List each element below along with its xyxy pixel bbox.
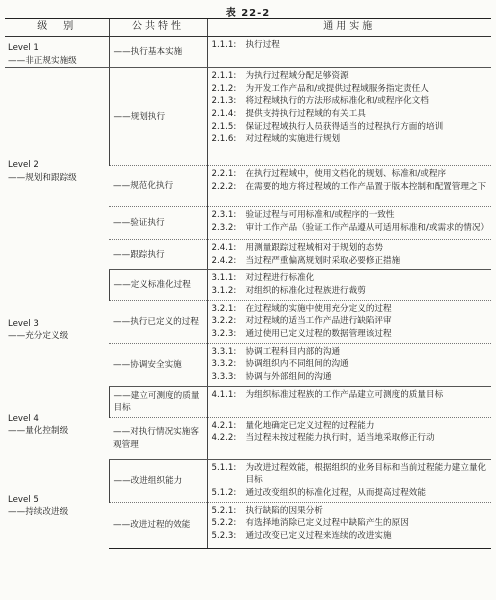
feature-cell: ——改进过程的效能 [109, 502, 207, 548]
practice-item [212, 517, 490, 530]
practice-code: 3.3.3: [211, 371, 237, 382]
practice-code: 2.2.2: [211, 181, 237, 192]
practice-text: 协调组织内不同组间的沟通 [245, 359, 349, 370]
practice-code: 3.2.1: [211, 303, 237, 314]
feature-cell: ——定义标准化过程 [109, 270, 207, 300]
practice-cell [207, 459, 491, 502]
practice-text: 通过改变组织的标准化过程，从而提高过程效能 [245, 487, 426, 498]
practice-item [212, 255, 490, 268]
practice-code: 3.2.2: [211, 316, 237, 327]
practice-code: 4.2.2: [211, 433, 237, 444]
practice-item [212, 346, 490, 359]
practice-text: 对组织的标准化过程族进行裁剪 [245, 285, 366, 296]
practice-item [212, 133, 490, 146]
practice-text: 对过程域的适当工作产品进行缺陷评审 [245, 316, 392, 327]
practice-item [212, 70, 490, 83]
practice-text: 用测量跟踪过程域相对于规划的态势 [245, 243, 384, 254]
practice-text: 对过程进行标准化 [245, 273, 315, 284]
practice-text: 协调工程科目内部的沟通 [245, 346, 341, 357]
practice-code: 3.2.3: [211, 328, 237, 339]
practice-code: 2.1.1: [211, 71, 237, 82]
practice-cell [207, 270, 491, 300]
header-practice: 通用实施 [207, 19, 491, 37]
practice-code: 5.1.2: [211, 487, 237, 498]
feature-cell: ——执行已定义的过程 [109, 300, 207, 343]
table-row [5, 386, 491, 417]
practice-text: 协调与外部组间的沟通 [245, 371, 332, 382]
practice-text: 当过程严重偏离规划时采取必要修正措施 [245, 255, 401, 266]
practice-item [212, 209, 490, 222]
feature-cell: ——对执行情况实施客观管理 [109, 417, 207, 459]
level-cell [5, 459, 109, 548]
practice-text: 执行过程 [245, 40, 280, 50]
table-row [5, 270, 491, 300]
capability-levels-table [5, 18, 491, 549]
table-header [5, 19, 491, 37]
feature-cell: ——规范化执行 [109, 166, 207, 207]
practice-code: 2.1.5: [211, 121, 237, 132]
table-body [5, 37, 491, 549]
practice-code: 2.4.1: [211, 243, 237, 254]
feature-cell: ——建立可测度的质量目标 [109, 386, 207, 417]
practice-code: 2.3.2: [211, 222, 237, 233]
table-row [5, 459, 491, 502]
practice-cell [207, 300, 491, 343]
practice-text: 在需要的地方将过程域的工作产品置于版本控制和配置管理之下 [245, 181, 487, 192]
practice-code: 2.1.3: [211, 96, 237, 107]
practice-text: 执行缺陷的因果分析 [245, 505, 323, 516]
practice-text: 在过程域的实施中使用充分定义的过程 [245, 303, 392, 314]
level-name: Level 5 [8, 494, 39, 505]
level-cell [5, 37, 109, 68]
level-name: Level 1 [8, 43, 39, 53]
level-description: ——量化控制级 [8, 426, 69, 437]
practice-code: 4.2.1: [211, 420, 237, 431]
practice-code: 5.2.2: [211, 518, 237, 529]
feature-cell: ——执行基本实施 [109, 37, 207, 68]
practice-item [212, 272, 490, 285]
practice-item [212, 358, 490, 371]
table-row [5, 68, 491, 166]
practice-item [212, 242, 490, 255]
table-row [5, 37, 491, 68]
practice-text: 将过程域执行的方法形成标准化和/或程序化文档 [245, 96, 429, 107]
practice-text: 为组织标准过程族的工作产品建立可测度的质量目标 [245, 389, 444, 400]
practice-item [212, 462, 490, 487]
practice-item [212, 303, 490, 316]
feature-cell: ——跟踪执行 [109, 240, 207, 270]
practice-text: 审计工作产品（验证工作产品遵从可适用标准和/或需求的情况） [245, 222, 490, 233]
practice-cell [207, 166, 491, 207]
practice-item [212, 505, 490, 518]
practice-text: 量化地确定已定义过程的过程能力 [245, 420, 375, 431]
table-title: 表 22-2 [225, 8, 271, 19]
practice-text: 当过程未按过程能力执行时，适当地采取修正行动 [245, 433, 435, 444]
practice-code: 3.1.2: [211, 285, 237, 296]
level-description: ——非正规实施级 [8, 55, 77, 66]
practice-code: 1.1.1: [211, 40, 237, 50]
practice-item [212, 530, 490, 543]
level-name: Level 4 [8, 413, 39, 424]
practice-item [212, 222, 490, 235]
practice-text: 为开发工作产品和/或提供过程域服务指定责任人 [245, 83, 429, 94]
practice-code: 4.1.1: [211, 389, 237, 400]
header-level: 级 别 [5, 19, 109, 37]
practice-cell [207, 343, 491, 386]
feature-cell: ——验证执行 [109, 207, 207, 240]
practice-code: 2.3.1: [211, 210, 237, 221]
practice-item [212, 487, 490, 500]
practice-item [212, 181, 490, 194]
practice-cell [207, 37, 491, 68]
feature-cell: ——改进组织能力 [109, 459, 207, 502]
practice-code: 3.3.2: [211, 359, 237, 370]
practice-item [212, 121, 490, 134]
feature-cell: ——规划执行 [109, 68, 207, 166]
practice-code: 2.1.2: [211, 83, 237, 94]
practice-text: 通过使用已定义过程的数据管理该过程 [245, 328, 392, 339]
practice-item [212, 39, 490, 52]
practice-text: 对过程域的实施进行规划 [245, 134, 341, 145]
level-name: Level 3 [8, 318, 39, 329]
practice-item [212, 108, 490, 121]
practice-text: 在执行过程域中，使用文档化的规划、标准和/或程序 [245, 169, 447, 180]
practice-text: 提供支持执行过程域的有关工具 [245, 108, 366, 119]
practice-item [212, 420, 490, 433]
practice-item [212, 285, 490, 298]
practice-code: 5.1.1: [211, 462, 237, 473]
practice-cell [207, 68, 491, 166]
practice-cell [207, 417, 491, 459]
level-cell [5, 270, 109, 386]
practice-text: 保证过程域执行人员获得适当的过程执行方面的培训 [245, 121, 444, 132]
level-description: ——充分定义级 [8, 331, 69, 342]
practice-code: 2.1.4: [211, 108, 237, 119]
level-description: ——持续改进级 [8, 507, 69, 518]
practice-text: 通过改变已定义过程来连续的改进实施 [245, 530, 392, 541]
header-feature: 公共特性 [109, 19, 207, 37]
practice-item [212, 371, 490, 384]
practice-cell [207, 386, 491, 417]
practice-code: 2.2.1: [211, 169, 237, 180]
level-name: Level 2 [8, 159, 39, 170]
practice-item [212, 328, 490, 341]
practice-text: 为执行过程域分配足够资源 [245, 71, 349, 82]
practice-text: 为改进过程效能，根据组织的业务目标和当前过程能力建立量化目标 [245, 462, 487, 486]
practice-item [212, 389, 490, 402]
level-cell [5, 68, 109, 270]
practice-item [212, 432, 490, 445]
practice-cell [207, 502, 491, 548]
level-description: ——规划和跟踪级 [8, 172, 77, 183]
practice-code: 3.1.1: [211, 273, 237, 284]
practice-code: 3.3.1: [211, 346, 237, 357]
practice-item [212, 168, 490, 181]
practice-item [212, 315, 490, 328]
practice-code: 5.2.3: [211, 530, 237, 541]
practice-code: 2.1.6: [211, 134, 237, 145]
level-cell [5, 386, 109, 459]
practice-item [212, 95, 490, 108]
practice-text: 有选择地消除已定义过程中缺陷产生的原因 [245, 518, 409, 529]
practice-text: 验证过程与可用标准和/或程序的一致性 [245, 210, 395, 221]
feature-cell: ——协调安全实施 [109, 343, 207, 386]
practice-item [212, 83, 490, 96]
practice-code: 2.4.2: [211, 255, 237, 266]
practice-code: 5.2.1: [211, 505, 237, 516]
practice-cell [207, 207, 491, 240]
practice-cell [207, 240, 491, 270]
